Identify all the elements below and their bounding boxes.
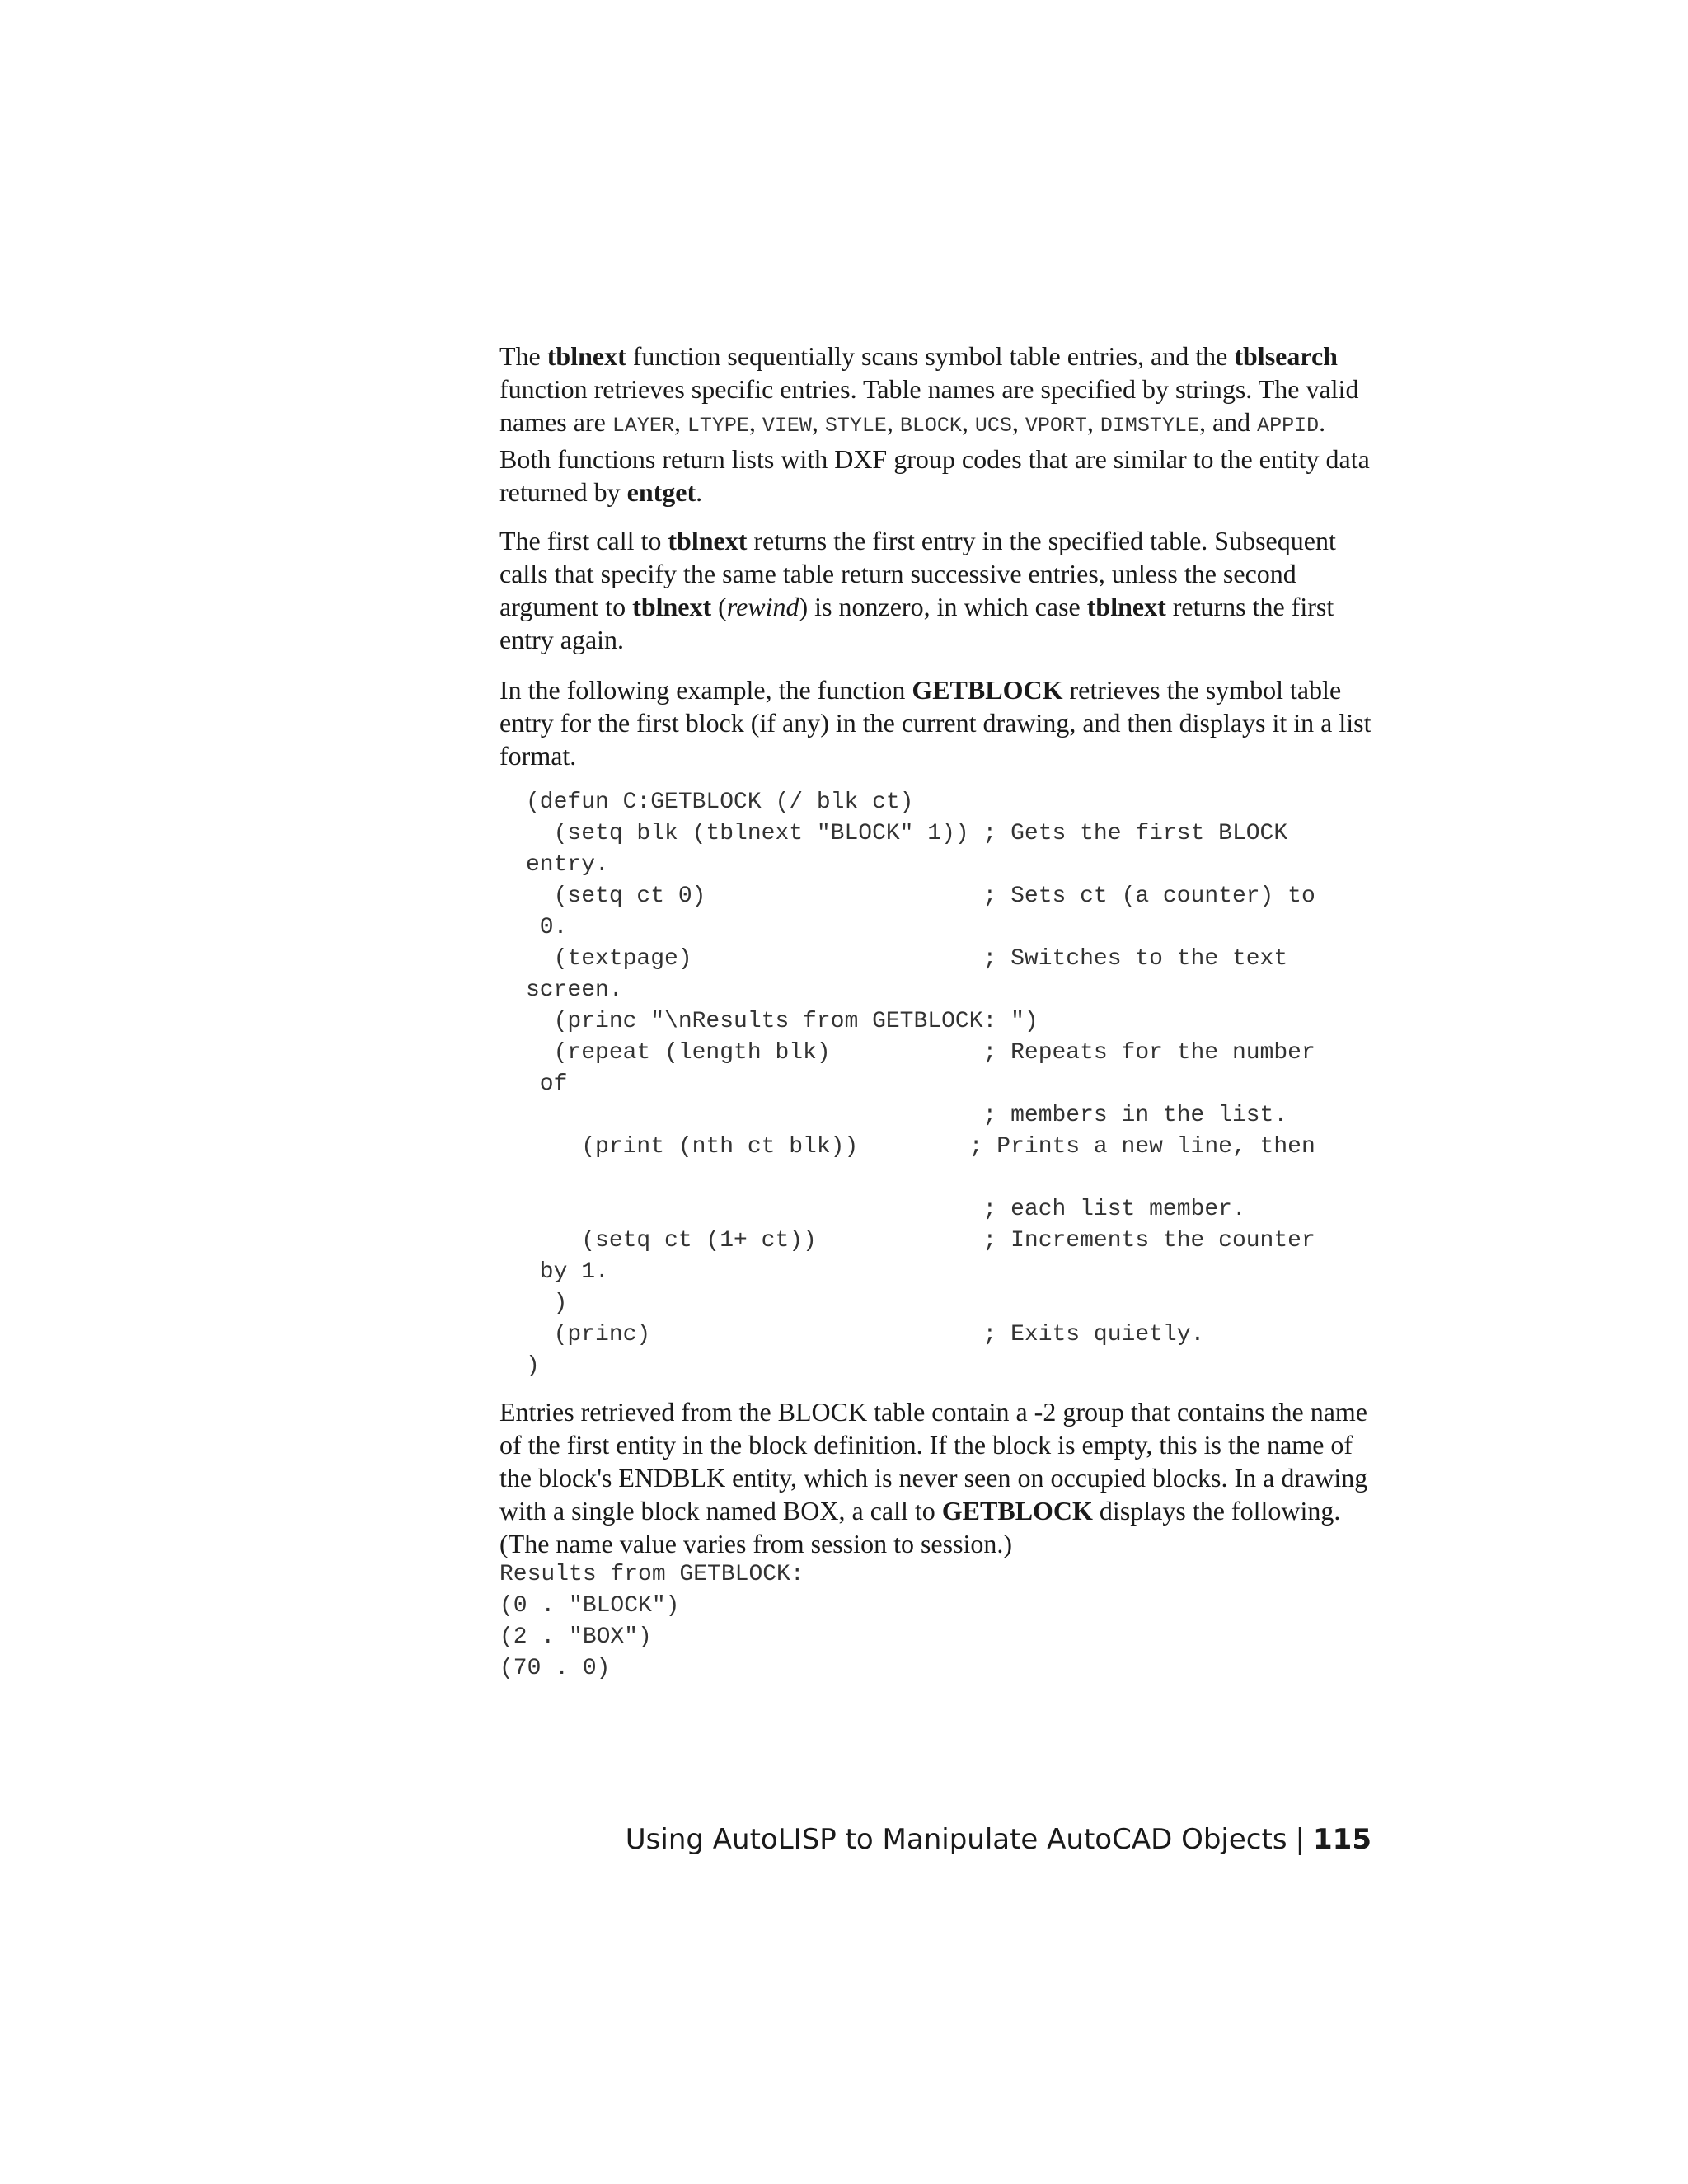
code-example-getblock: (defun C:GETBLOCK (/ blk ct) (setq blk (tblnext "BLOCK" 1)) ; Gets the first BLOCK entry. (setq ct 0) ; Sets ct (a counter) to 0. (textpage) ; Switches to the text screen. (princ "\nResults from GETBLOCK: ") (repeat (length blk) ; Repeats for the number of ; members in the list. (print (nth ct blk)) ; Prints a new line, then ; each list member. (setq ct (1+ ct)) ; Increments the counter by 1. ) (princ) ; Exits quietly. ) — [526, 790, 1315, 1379]
function-name-tblnext: tblnext — [546, 341, 626, 371]
function-name-getblock: GETBLOCK — [912, 675, 1063, 705]
table-name-layer: LAYER — [612, 414, 674, 438]
page-footer — [626, 1821, 1372, 1858]
table-name-ltype: LTYPE — [687, 414, 749, 438]
function-name-tblsearch: tblsearch — [1234, 341, 1338, 371]
paragraph-tblnext-tblsearch: The tblnext function sequentially scans symbol table entries, and the tblsearch function retrieves specific entries. Table names are specified by strings. The valid names are LAYER, LTYPE, VIEW, STYLE, BLOCK, UCS, VPORT, DIMSTYLE, and APPID. Both functions return lists with DXF group codes that are similar to the entity data returned by entget. — [499, 341, 1370, 507]
argument-rewind: rewind — [726, 592, 799, 621]
table-name-dimstyle: DIMSTYLE — [1100, 414, 1199, 438]
paragraph-example-intro: In the following example, the function GETBLOCK retrieves the symbol table entry for the first block (if any) in the current drawing, and then displays it in a list format. — [499, 675, 1372, 771]
code-output-results: Results from GETBLOCK: (0 . "BLOCK") (2 . "BOX") (70 . 0) — [499, 1562, 804, 1681]
footer-chapter-title: Using AutoLISP to Manipulate AutoCAD Objects — [625, 1823, 1287, 1856]
table-name-ucs: UCS — [974, 414, 1012, 438]
table-name-block: BLOCK — [899, 414, 962, 438]
function-name-entget: entget — [626, 477, 696, 507]
table-name-style: STYLE — [824, 414, 887, 438]
footer-separator: | — [1295, 1823, 1306, 1856]
table-name-appid: APPID — [1257, 414, 1320, 438]
page-number: 115 — [1313, 1823, 1372, 1856]
paragraph-block-table-entries: Entries retrieved from the BLOCK table contain a -2 group that contains the name of the first entity in the block definition. If the block is empty, this is the name of the block's ENDBLK entity, which is never seen on occupied blocks. In a drawing with a single block named BOX, a call to GETBLOCK displays the following. (The name value varies from session to session.) — [499, 1397, 1368, 1558]
table-name-view: VIEW — [762, 414, 812, 438]
table-name-vport: VPORT — [1025, 414, 1087, 438]
paragraph-tblnext-behavior: The first call to tblnext returns the first entry in the specified table. Subsequent calls that specify the same table return successive entries, unless the second argument to tblnext (rewind) is nonzero, in which case tblnext returns the first entry again. — [499, 526, 1336, 654]
